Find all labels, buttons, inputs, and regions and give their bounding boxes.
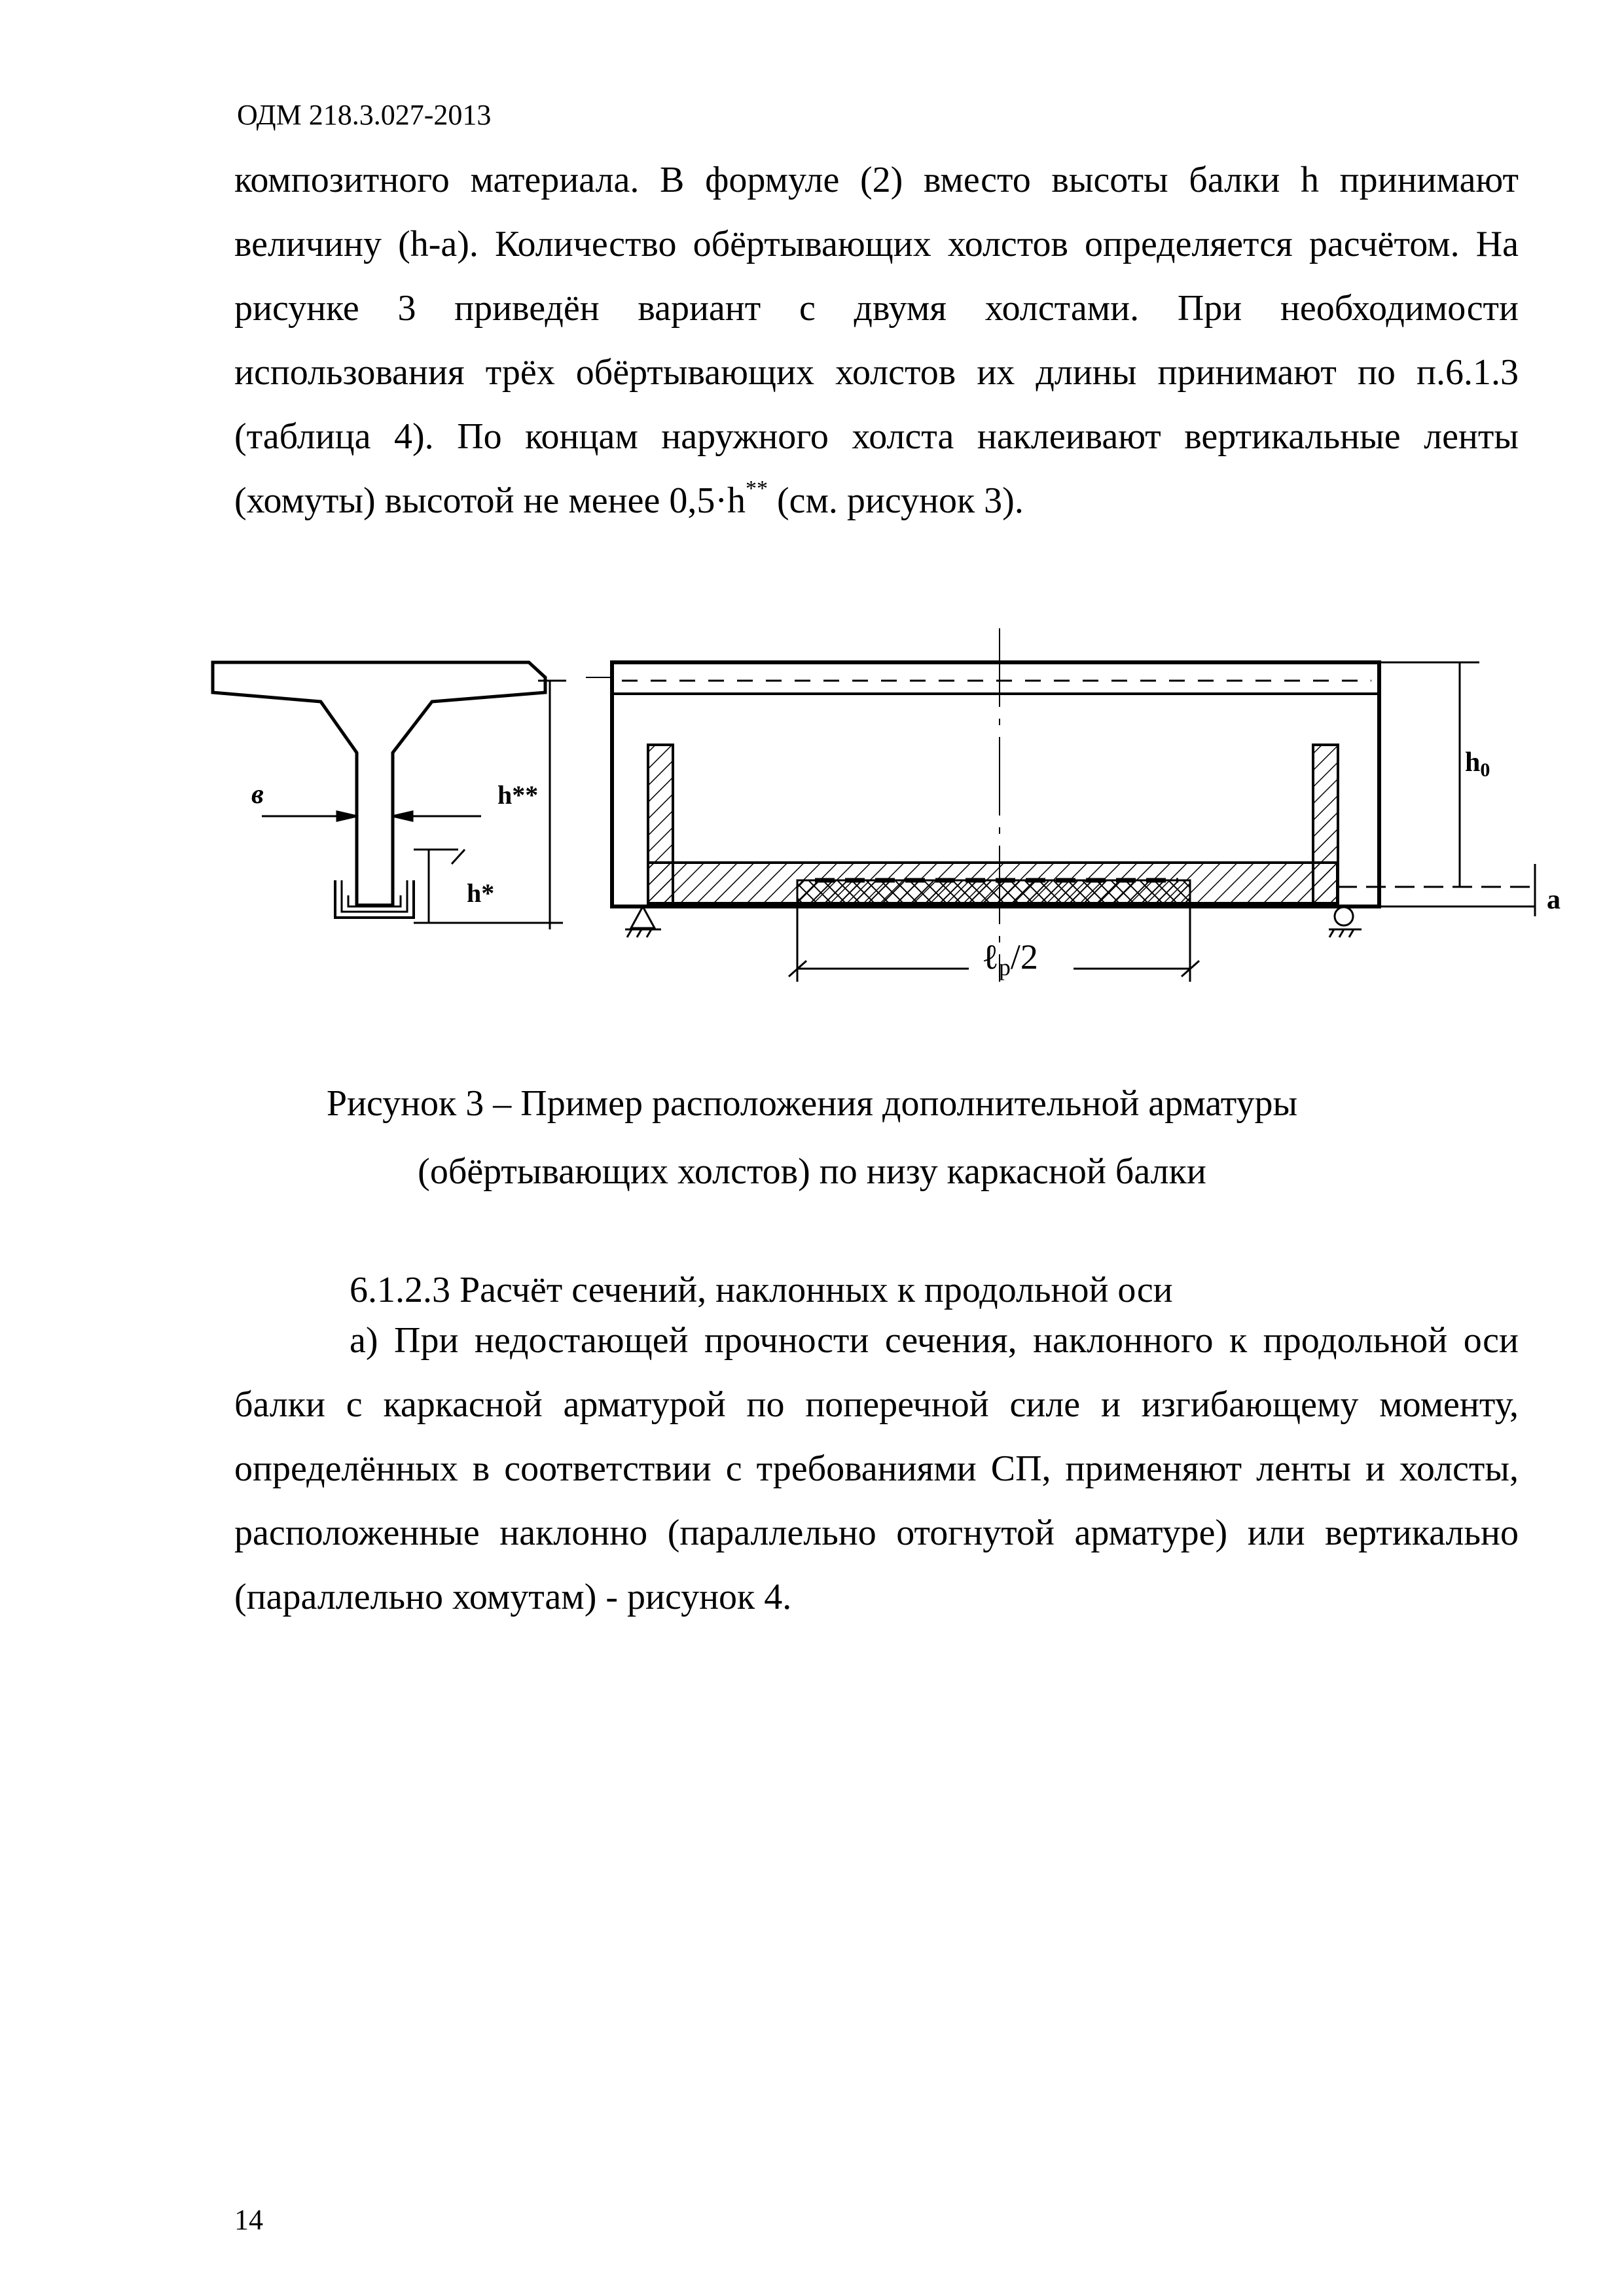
body-paragraph-2: а) При недостающей прочности сечения, наклонного к продольной оси балки с каркасной арматурой по поперечной силе и изгибающему моменту, определённых в соответствии с требованиями СП, применяют ленты и холсты, расположенные наклонно (параллельно отогнутой арматуре) или вертикально (параллельно хомутам) - рисунок 4. <box>234 1320 1519 1617</box>
supports <box>625 906 1362 937</box>
a-label: a <box>1547 885 1561 915</box>
document-code-header: ОДМ 218.3.027-2013 <box>237 99 492 131</box>
h0-label <box>1465 747 1490 781</box>
beam-elevation <box>586 628 1379 982</box>
lp-main: ℓ <box>982 937 999 977</box>
figure-3-drawing <box>0 0 1624 1021</box>
h-superscript: ** <box>745 476 768 501</box>
figure-caption-line-2: (обёртывающих холстов) по низу каркасной балки <box>418 1151 1206 1192</box>
h0-subscript: 0 <box>1480 759 1490 781</box>
figure-caption-line-1: Рисунок 3 – Пример расположения дополнительной арматуры <box>326 1083 1298 1124</box>
section-heading: 6.1.2.3 Расчёт сечений, наклонных к продольной оси <box>350 1270 1173 1310</box>
h-double-star-label: h** <box>497 780 539 810</box>
lp-suffix: /2 <box>1010 937 1038 977</box>
t-width-label: в <box>251 780 264 810</box>
paragraph-1-tail: (см. рисунок 3). <box>767 480 1024 521</box>
lp-subscript: р <box>998 954 1011 980</box>
paragraph-1-text: композитного материала. В формуле (2) вместо высоты балки h принимают величину (h-a). Количество обёртывающих холстов определяется расчётом. На рисунке 3 приведён вариант с двумя холстами. При необходимости использования трёх обёртывающих холстов их длины принимают по п.6.1.3 (таблица 4). По концам наружного холста наклеивают вертикальные ленты (хомуты) высотой не менее 0,5·h <box>234 160 1519 521</box>
h0-main: h <box>1465 747 1481 778</box>
page-number: 14 <box>234 2204 263 2236</box>
lp-half-label <box>982 937 1038 980</box>
h-star-label: h* <box>467 878 495 908</box>
